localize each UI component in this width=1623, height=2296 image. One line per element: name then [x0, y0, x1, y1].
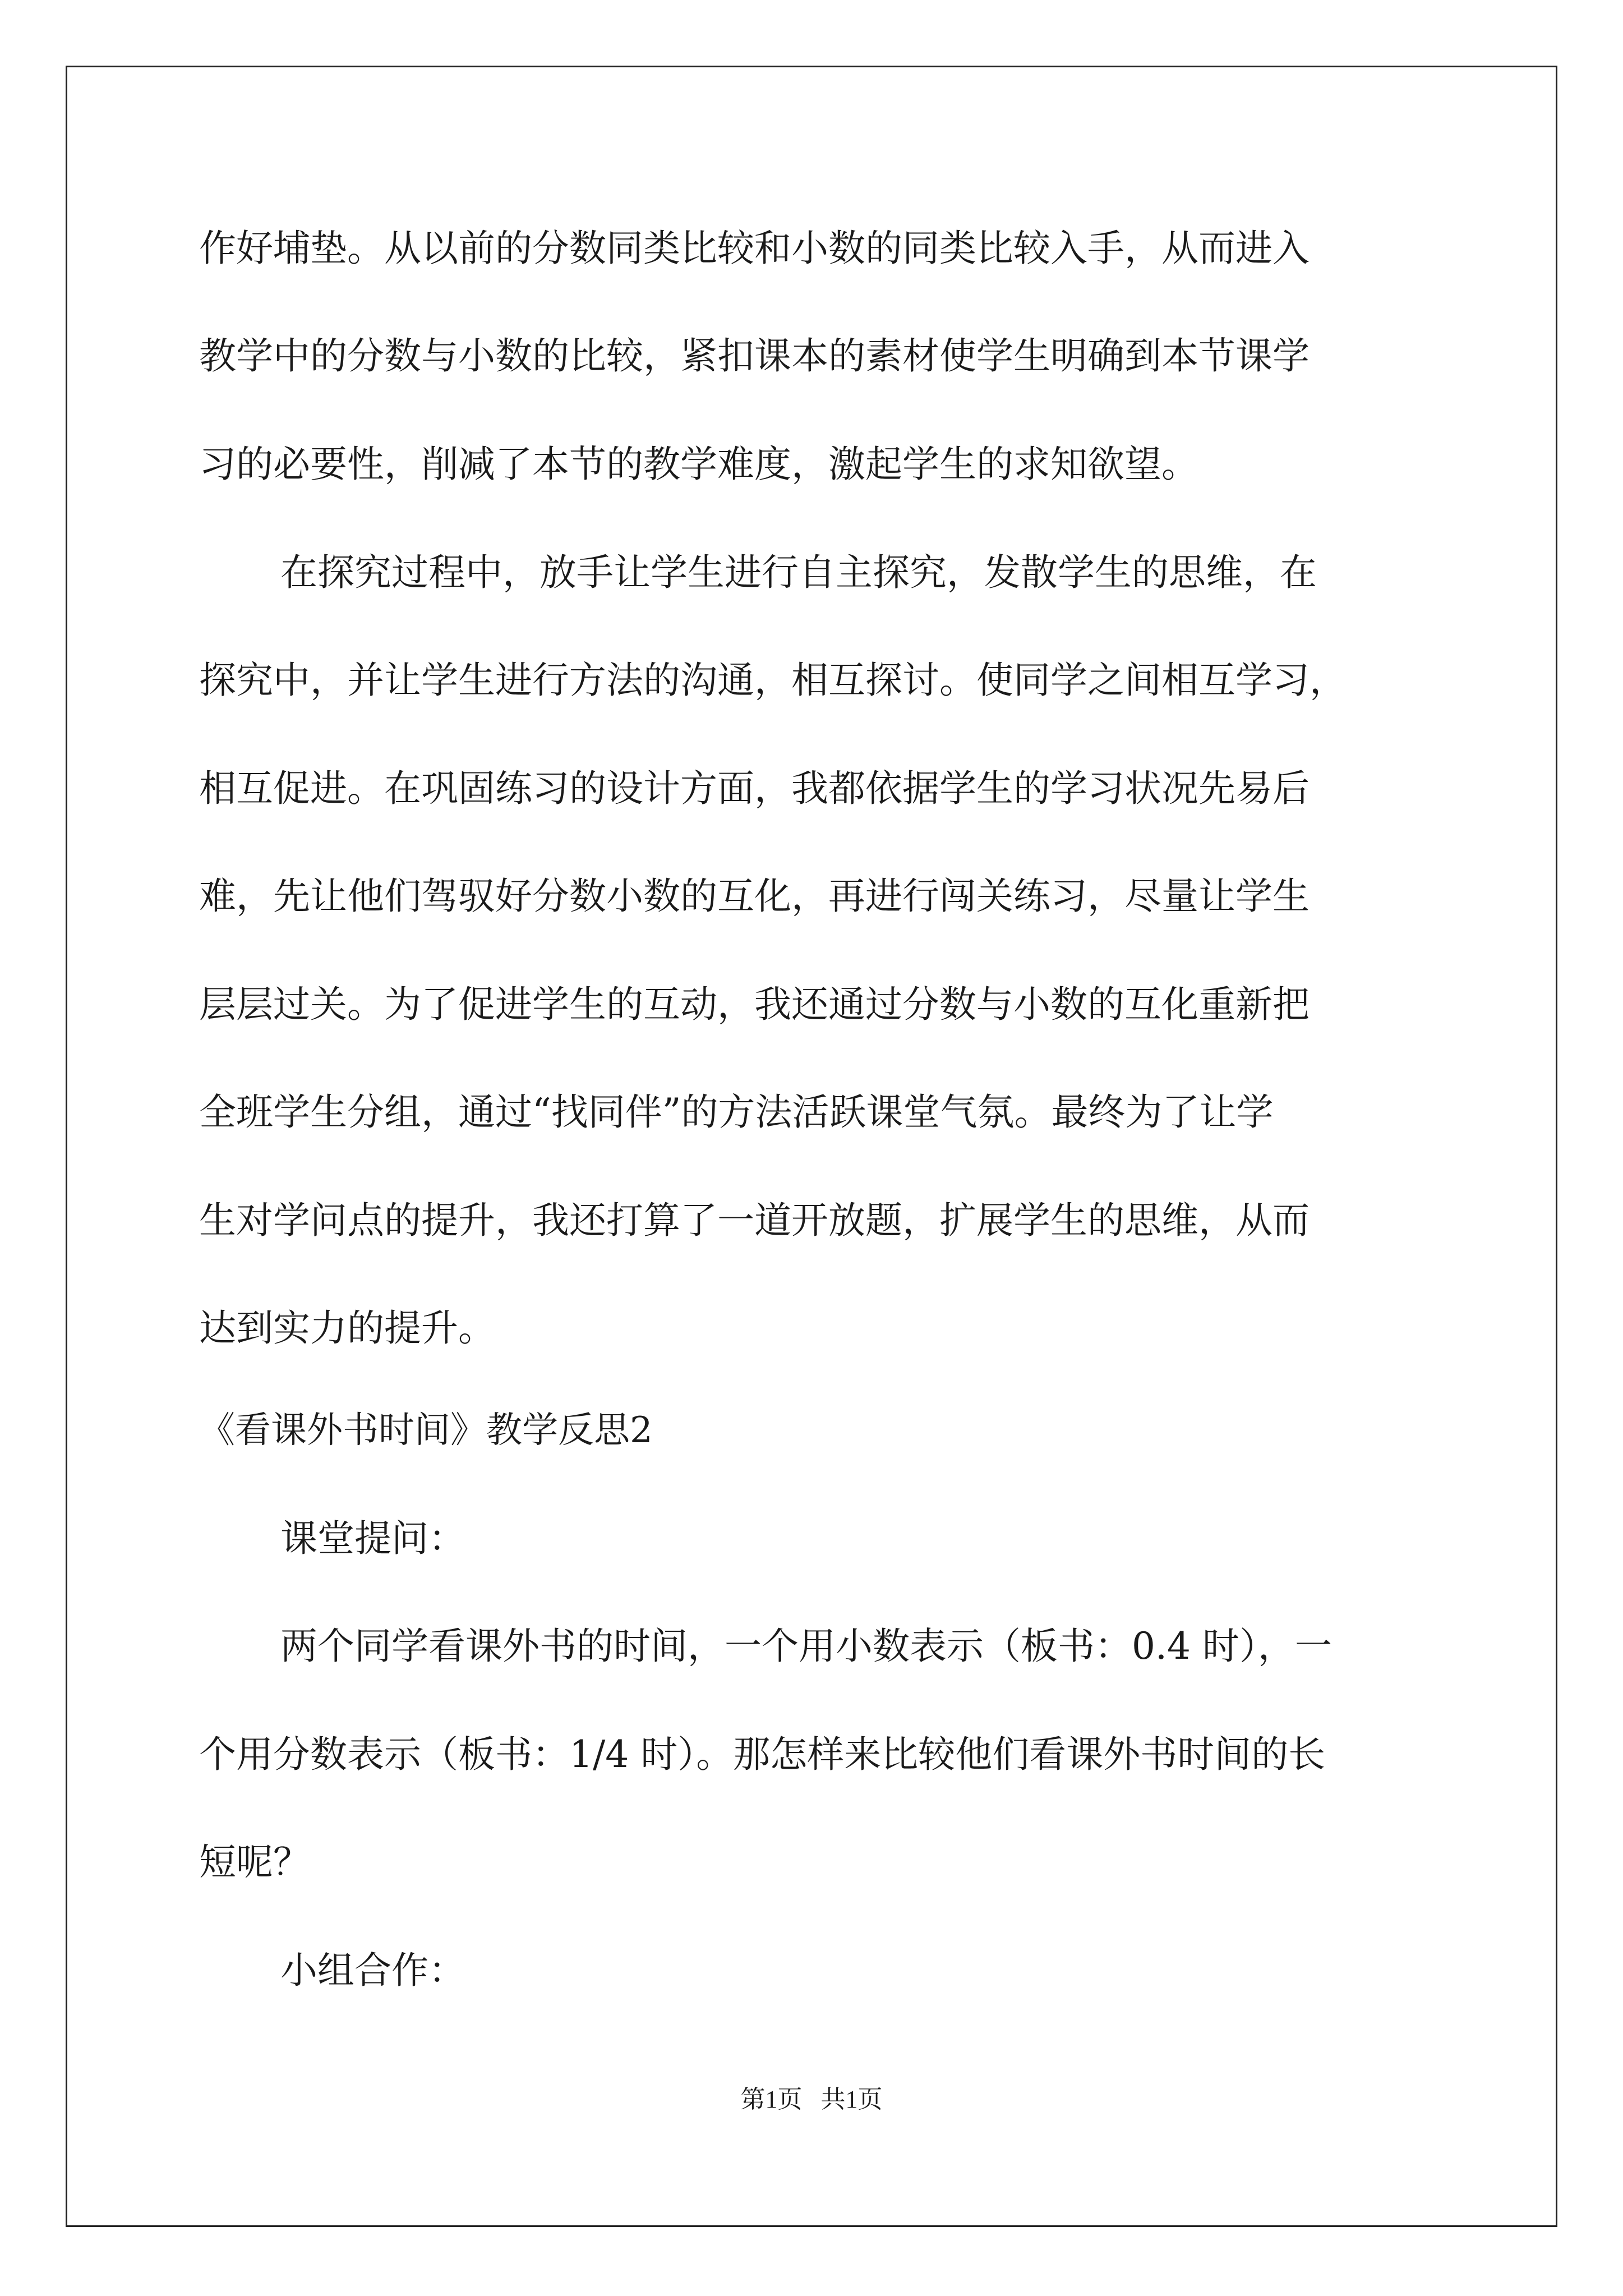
paragraph-line: 教学中的分数与小数的比较，紧扣课本的素材使学生明确到本节课学 [199, 334, 1310, 378]
paragraph-line: 在探究过程中，放手让学生进行自主探究，发散学生的思维，在 [280, 551, 1317, 594]
page-border [66, 66, 1557, 2227]
paragraph-line: 全班学生分组，通过“找同伴”的方法活跃课堂气氛。最终为了让学 [199, 1091, 1274, 1134]
section-heading: 《看课外书时间》教学反思2 [199, 1410, 653, 1451]
paragraph-line: 作好埔垫。从以前的分数同类比较和小数的同类比较入手，从而进入 [199, 227, 1310, 270]
paragraph-line: 短呢？ [199, 1841, 310, 1884]
page-footer: 第1页 共1页 [740, 2086, 883, 2113]
paragraph-line: 生对学问点的提升，我还打算了一道开放题，扩展学生的思维，从而 [199, 1199, 1310, 1242]
paragraph-line: 层层过关。为了促进学生的互动，我还通过分数与小数的互化重新把 [199, 983, 1310, 1026]
paragraph-line: 两个同学看课外书的时间，一个用小数表示（板书：0.4 时），一 [280, 1625, 1332, 1668]
paragraph-line: 探究中，并让学生进行方法的沟通，相互探讨。使同学之间相互学习， [199, 659, 1347, 702]
paragraph-line: 个用分数表示（板书：1/4 时）。那怎样来比较他们看课外书时间的长 [199, 1733, 1326, 1776]
paragraph-line: 相互促进。在巩固练习的设计方面，我都依据学生的学习状况先易后 [199, 767, 1310, 810]
paragraph-line: 课堂提问： [280, 1517, 465, 1560]
paragraph-line: 达到实力的提升。 [199, 1306, 495, 1350]
paragraph-line: 小组合作： [280, 1949, 465, 1992]
paragraph-line: 难，先让他们驾驭好分数小数的互化，再进行闯关练习，尽量让学生 [199, 875, 1310, 918]
paragraph-line: 习的必要性，削减了本节的教学难度，激起学生的求知欲望。 [199, 443, 1198, 486]
